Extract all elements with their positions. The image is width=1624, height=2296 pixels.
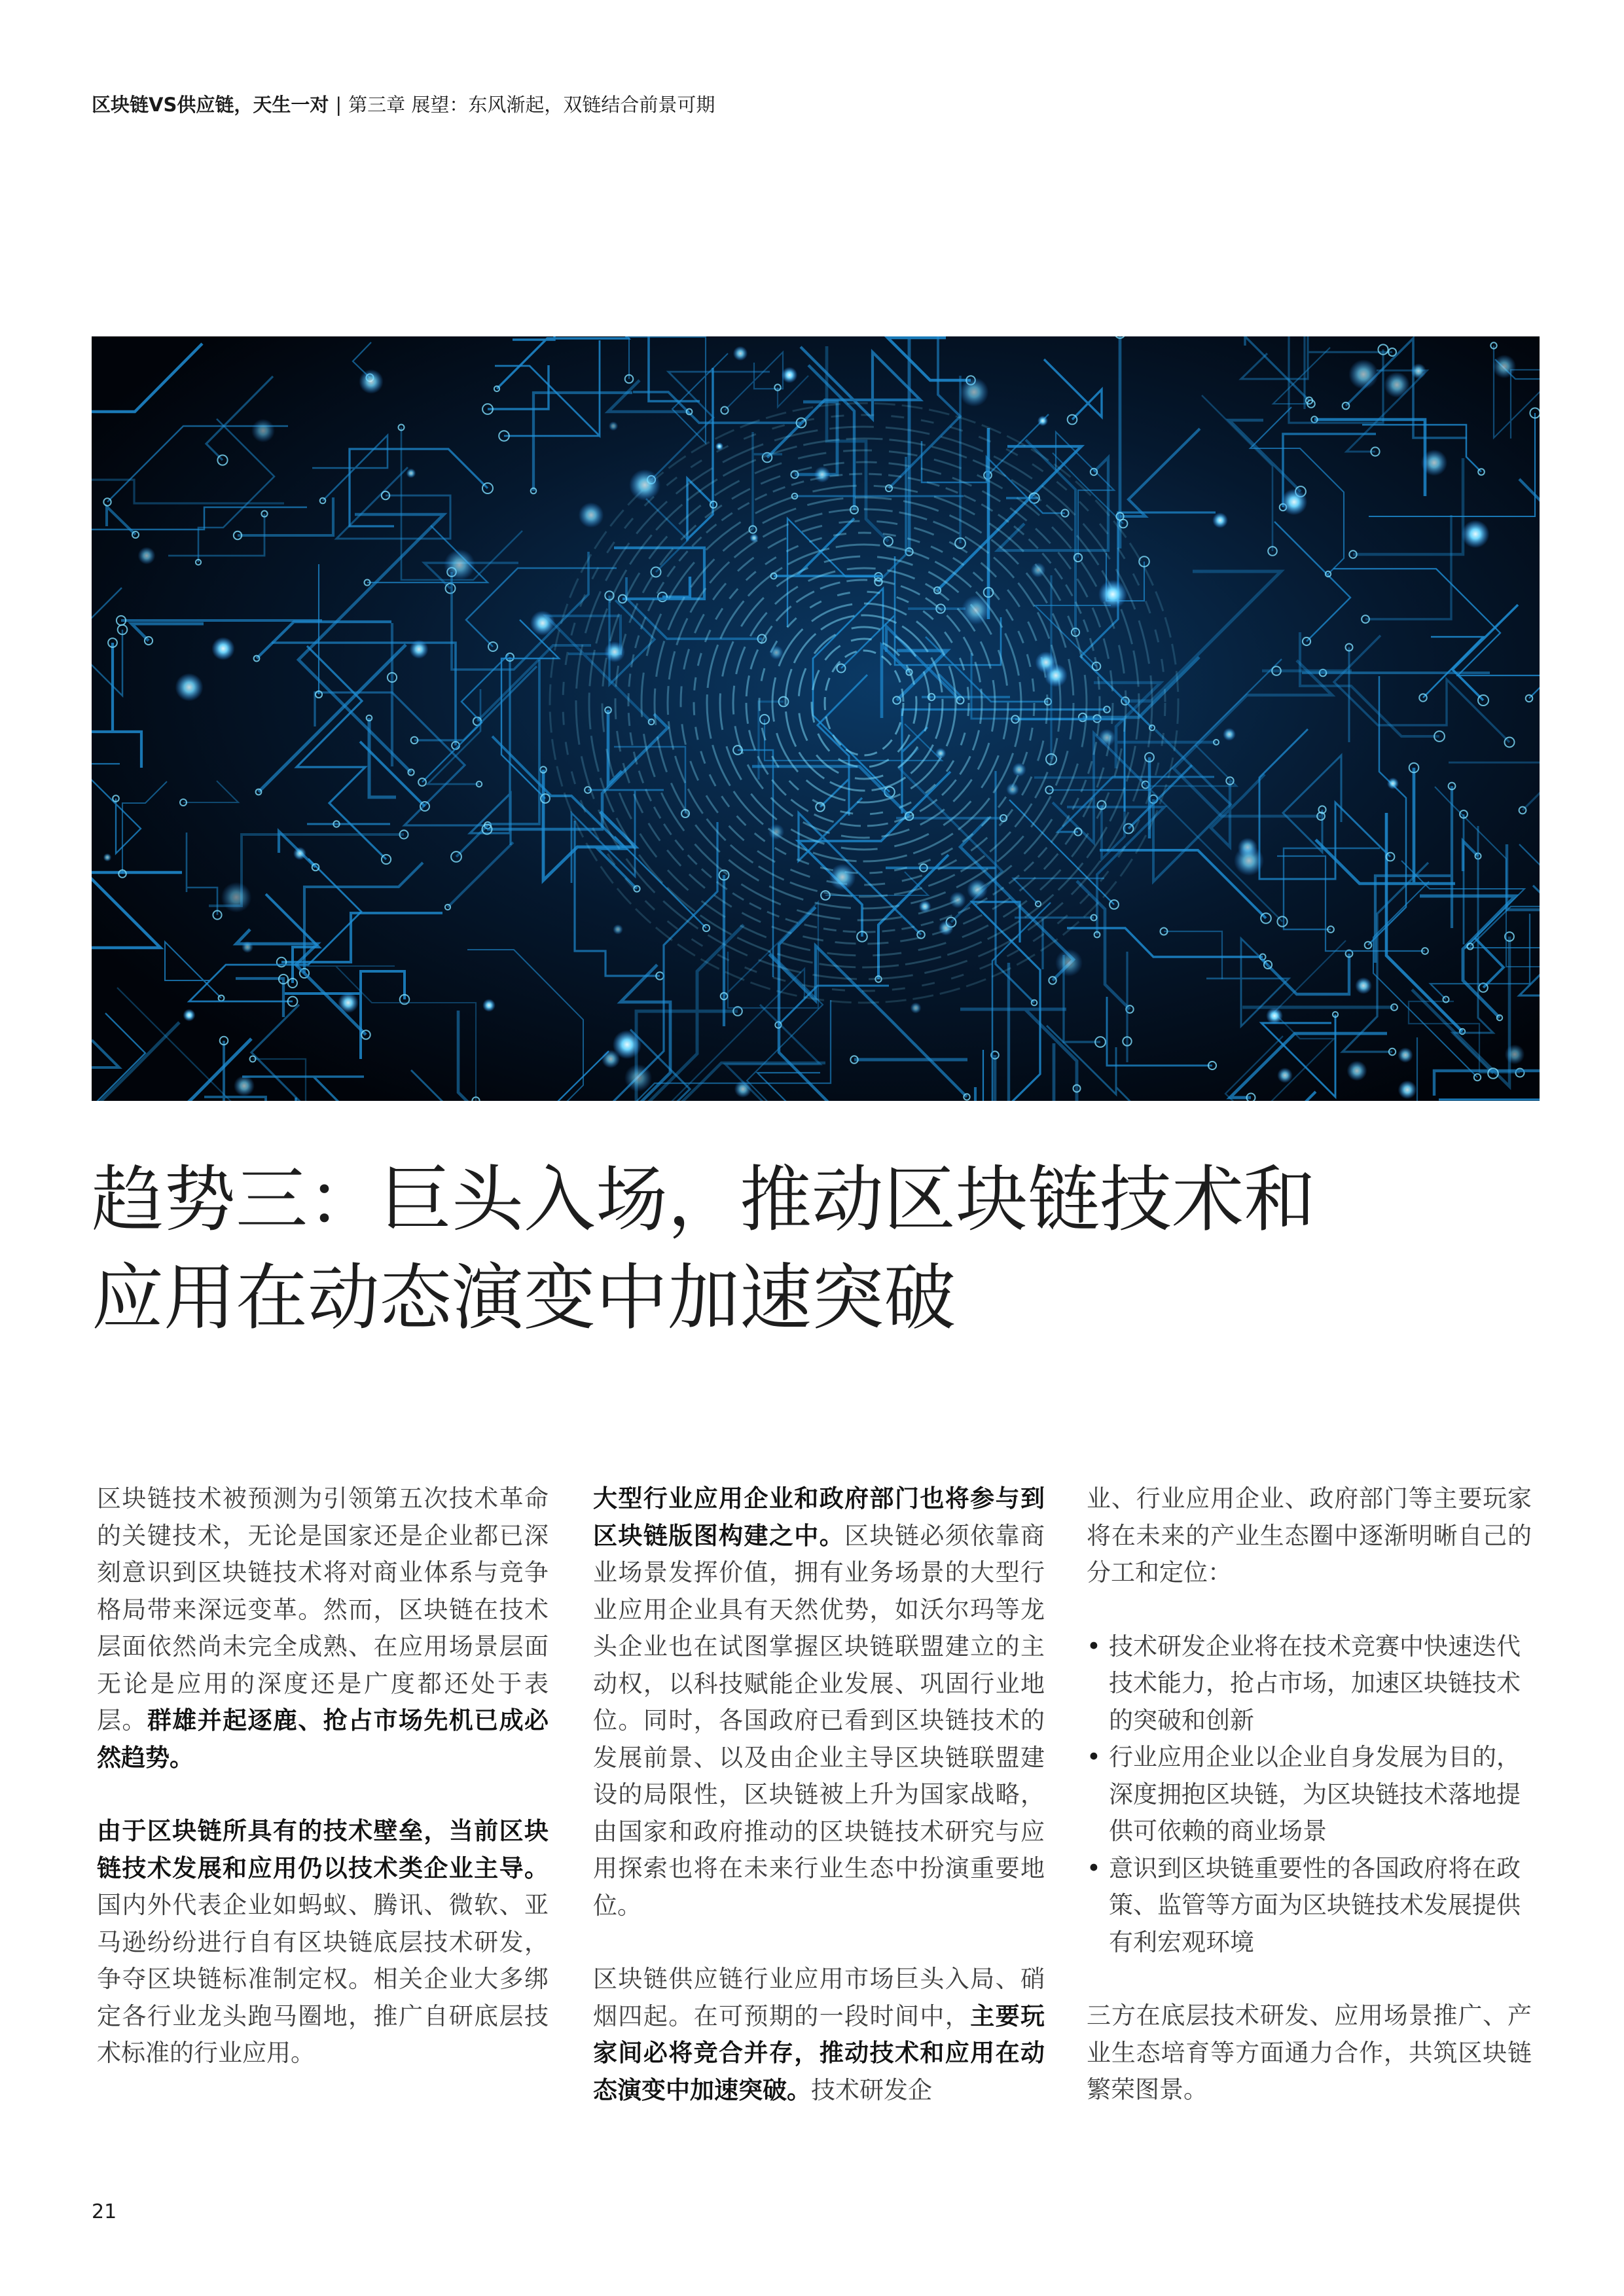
paragraph-emphasis: 由于区块链所具有的技术壁垒，当前区块链技术发展和应用仍以技术类企业主导。 bbox=[97, 1817, 549, 1882]
bullet-item: • 意识到区块链重要性的各国政府将在政策、监管等方面为区块链技术发展提供有利宏观环境 bbox=[1087, 1850, 1532, 1962]
bullet-item: • 行业应用企业以企业自身发展为目的，深度拥抱区块链，为区块链技术落地提供可依赖的商业场景 bbox=[1087, 1739, 1532, 1850]
paragraph bbox=[97, 1480, 549, 1776]
header-chapter: 第三章 展望：东风渐起，双链结合前景可期 bbox=[348, 94, 715, 116]
text-column-1 bbox=[97, 1480, 549, 2109]
paragraph bbox=[1087, 1480, 1532, 1592]
text-column-2 bbox=[593, 1480, 1045, 2145]
paragraph bbox=[593, 1480, 1045, 1924]
paragraph-emphasis: 主要玩家间必将竞合并存，推动技术和应用在动态演变中加速突破。 bbox=[593, 2001, 1045, 2104]
running-header bbox=[92, 90, 715, 117]
paragraph-emphasis: 群雄并起逐鹿、抢占市场先机已成必然趋势。 bbox=[97, 1706, 549, 1772]
section-title-line-1: 趋势三：巨头入场，推动区块链技术和 bbox=[92, 1158, 1316, 1242]
bullet-list bbox=[1087, 1628, 1532, 1962]
page-number: 21 bbox=[92, 2200, 117, 2223]
text-column-3 bbox=[1087, 1480, 1532, 2145]
paragraph-text: 业、行业应用企业、政府部门等主要玩家将在未来的产业生态圈中逐渐明晰自己的分工和定位： bbox=[1087, 1484, 1532, 1587]
bullet-item: • 技术研发企业将在技术竞赛中快速迭代技术能力，抢占市场，加速区块链技术的突破和创新 bbox=[1087, 1628, 1532, 1740]
paragraph-text: 区块链必须依靠商业场景发挥价值，拥有业务场景的大型行业应用企业具有天然优势，如沃尔玛等龙头企业也在试图掌握区块链联盟建立的主动权，以科技赋能企业发展、巩固行业地位。同时，各国政府已看到区块链技术的发展前景、以及由企业主导区块链联盟建设的局限性，区块链被上升为国家战略，由国家和政府推动的区块链技术研究与应用探索也将在未来行业生态中扮演重要地位。 bbox=[593, 1521, 1045, 1920]
paragraph-text: 三方在底层技术研发、应用场景推广、产业生态培育等方面通力合作，共筑区块链繁荣图景。 bbox=[1087, 2001, 1532, 2104]
section-title-line-2: 应用在动态演变中加速突破 bbox=[92, 1256, 956, 1340]
paragraph bbox=[593, 1961, 1045, 2109]
section-title bbox=[92, 1151, 1564, 1347]
paragraph-emphasis: 大型行业应用企业和政府部门也将参与到区块链版图构建之中。 bbox=[593, 1484, 1045, 1550]
header-separator: | bbox=[335, 94, 342, 116]
header-report-title: 区块链VS供应链，天生一对 bbox=[92, 94, 329, 116]
paragraph-text: 技术研发企 bbox=[811, 2075, 932, 2104]
paragraph-text: 区块链技术被预测为引领第五次技术革命的关键技术，无论是国家还是企业都已深刻意识到区块链技术将对商业体系与竞争格局带来深远变革。然而，区块链在技术层面依然尚未完全成熟、在应用场景层面无论是应用的深度还是广度都还处于表层。 bbox=[97, 1484, 549, 1734]
hero-circuit-fingerprint-image bbox=[92, 336, 1540, 1101]
paragraph-text: 国内外代表企业如蚂蚁、腾讯、微软、亚马逊纷纷进行自有区块链底层技术研发，争夺区块链标准制定权。相关企业大多绑定各行业龙头跑马圈地，推广自研底层技术标准的行业应用。 bbox=[97, 1891, 549, 2067]
paragraph bbox=[97, 1813, 549, 2072]
paragraph-text: 区块链供应链行业应用市场巨头入局、硝烟四起。在可预期的一段时间中， bbox=[593, 1965, 1045, 2030]
circuit-board-fingerprint-image bbox=[92, 336, 1540, 1101]
paragraph bbox=[1087, 1998, 1532, 2109]
